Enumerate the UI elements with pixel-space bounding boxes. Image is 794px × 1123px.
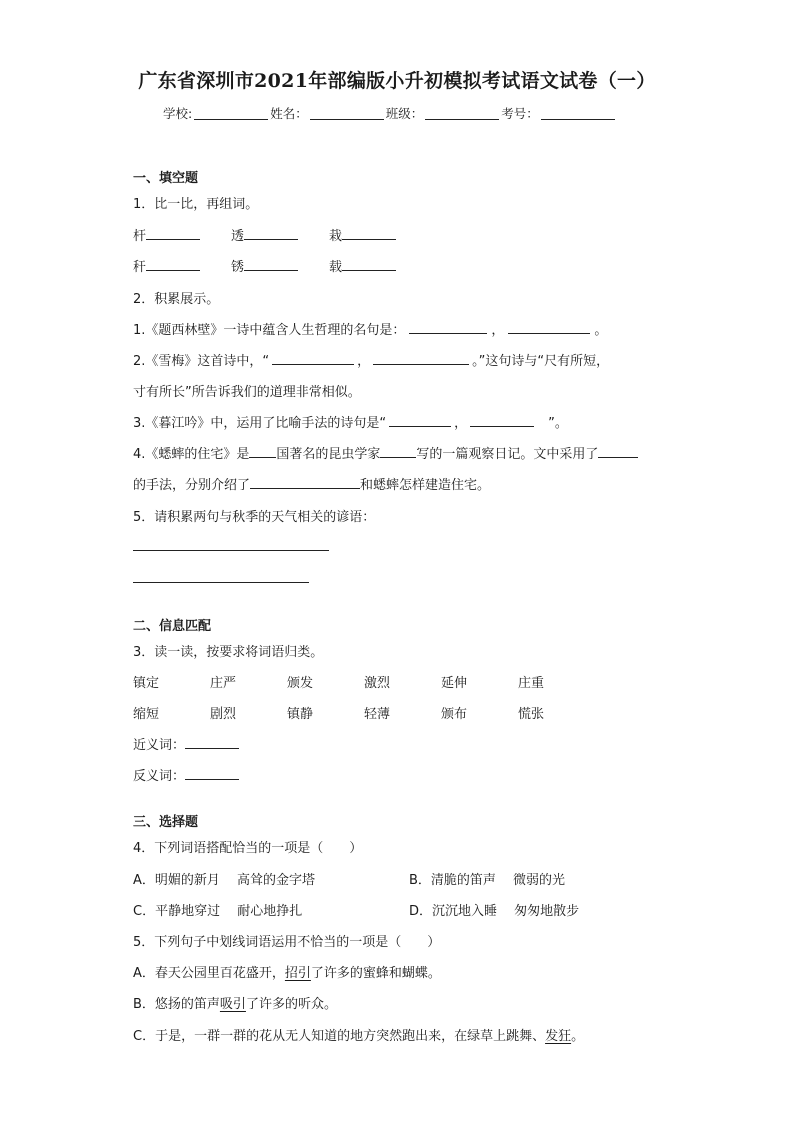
q3-antonym-blank[interactable] [185, 766, 239, 780]
name-label: 姓名： [270, 106, 308, 121]
q3-word: 镇静 [287, 707, 314, 722]
q2-item-3: 3.《暮江吟》中，运用了比喻手法的诗句是“ ， ”。 [133, 412, 568, 431]
q5-option-b-underlined: 吸引 [219, 997, 246, 1012]
q4-option-b[interactable]: B．清脆的笛声 微弱的光 [409, 873, 566, 888]
q2-item-4: 4.《蟋蟀的住宅》是 国著名的昆虫学家 写的一篇观察日记。文中采用了 [133, 443, 638, 462]
q3-word: 延伸 [441, 676, 468, 691]
q2-item1-blank-1[interactable] [409, 320, 487, 334]
q1-row1-char-2: 透 [231, 225, 298, 244]
q3-word: 颁发 [287, 676, 314, 691]
name-blank[interactable] [310, 105, 384, 120]
q4-option-c[interactable]: C．平静地穿过 耐心地挣扎 [133, 904, 303, 919]
q2-item4-blank-method[interactable] [598, 444, 638, 458]
school-label: 学校: [163, 106, 193, 121]
school-blank[interactable] [194, 105, 268, 120]
q2-item4-blank-content[interactable] [250, 475, 360, 489]
q4-option-d[interactable]: D．沉沉地入睡 匆匆地散步 [409, 904, 580, 919]
q2-item-1: 1.《题西林壁》一诗中蕴含人生哲理的名句是： ， 。 [133, 319, 607, 338]
q2-item1-blank-2[interactable] [508, 320, 590, 334]
number-label: 考号： [501, 106, 539, 121]
proverb-answer-line-1[interactable] [133, 550, 329, 551]
q2-item-2: 2.《雪梅》这首诗中，“ ， 。”这句诗与“尺有所短， [133, 350, 609, 369]
student-info-line [163, 104, 617, 122]
q5-option-a-underlined: 招引 [284, 966, 311, 981]
q2-item2-blank-1[interactable] [272, 351, 354, 365]
q3-word: 缩短 [133, 707, 160, 722]
q3-word: 庄严 [210, 676, 237, 691]
q2-item-2-cont: 寸有所长”所告诉我们的道理非常相似。 [133, 385, 361, 400]
proverb-answer-line-2[interactable] [133, 582, 309, 583]
q3-word: 庄重 [518, 676, 545, 691]
exam-title: 广东省深圳市2021年部编版小升初模拟考试语文试卷（一） [138, 70, 656, 92]
q5-option-b[interactable]: B．悠扬的笛声吸引了许多的听众。 [133, 997, 337, 1012]
q3-word: 慌张 [518, 707, 545, 722]
q4-option-a[interactable]: A．明媚的新月 高耸的金字塔 [133, 873, 316, 888]
q2-prompt: 2．积累展示。 [133, 292, 220, 307]
section-heading-fill: 一、填空题 [133, 171, 199, 186]
q3-word: 激烈 [364, 676, 391, 691]
q1-row2-char-1: 秆 [133, 256, 200, 275]
q3-prompt: 3．读一读，按要求将词语归类。 [133, 645, 324, 660]
number-blank[interactable] [541, 105, 615, 120]
q1-row1-char-3: 栽 [329, 225, 396, 244]
q1-prompt: 1．比一比，再组词。 [133, 197, 259, 212]
q2-item-5: 5．请积累两句与秋季的天气相关的谚语： [133, 510, 376, 525]
q4-prompt: 4．下列词语搭配恰当的一项是（ ） [133, 841, 363, 856]
q2-item3-blank-2[interactable] [470, 413, 534, 427]
section-heading-matching: 二、信息匹配 [133, 619, 212, 634]
q1-row2-char-3: 载 [329, 256, 396, 275]
q3-word: 颁布 [441, 707, 468, 722]
q3-word: 轻薄 [364, 707, 391, 722]
q3-word: 剧烈 [210, 707, 237, 722]
q5-prompt: 5．下列句子中划线词语运用不恰当的一项是（ ） [133, 935, 441, 950]
q2-item-4-cont: 的手法，分别介绍了 和蟋蟀怎样建造住宅。 [133, 474, 490, 493]
class-label: 班级： [385, 106, 424, 121]
q2-item2-blank-2[interactable] [373, 351, 469, 365]
q1-row2-char-2: 锈 [231, 256, 298, 275]
q3-antonym-row: 反义词： [133, 765, 239, 784]
q3-synonym-blank[interactable] [185, 735, 239, 749]
section-heading-choice: 三、选择题 [133, 815, 199, 830]
q5-option-c-underlined: 发狂 [545, 1029, 572, 1044]
q1-row1-char-1: 杆 [133, 225, 200, 244]
q3-synonym-row: 近义词： [133, 734, 239, 753]
q2-item3-blank-1[interactable] [389, 413, 451, 427]
q2-item4-blank-author[interactable] [380, 444, 416, 458]
q5-option-c[interactable]: C．于是，一群一群的花从无人知道的地方突然跑出来，在绿草上跳舞、发狂。 [133, 1029, 585, 1044]
q3-word: 镇定 [133, 676, 160, 691]
q5-option-a[interactable]: A．春天公园里百花盛开，招引了许多的蜜蜂和蝴蝶。 [133, 966, 441, 981]
q2-item4-blank-country[interactable] [249, 444, 276, 458]
class-blank[interactable] [425, 105, 499, 120]
